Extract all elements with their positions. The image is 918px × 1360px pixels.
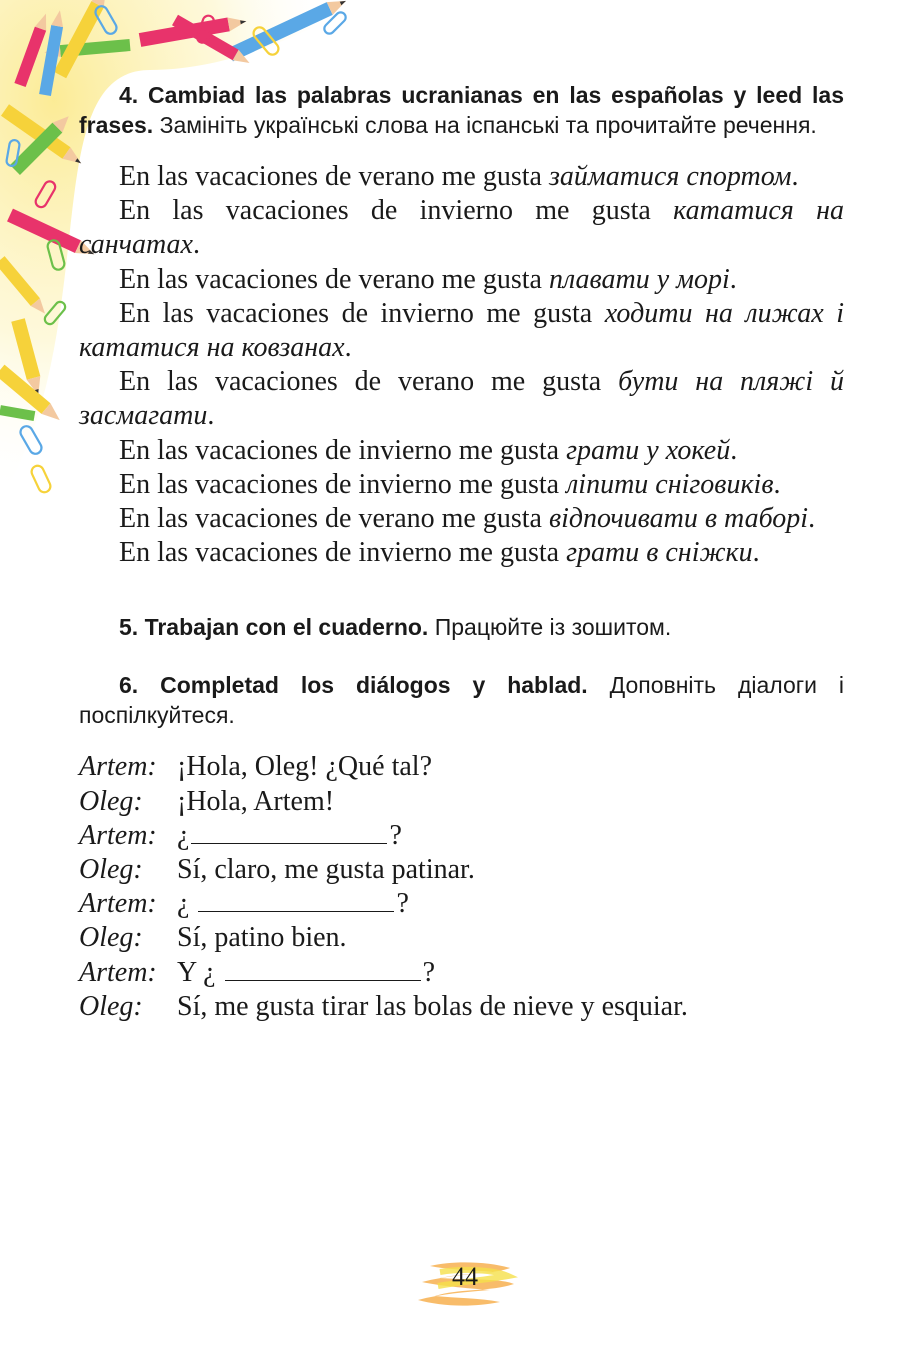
speaker-name: Artem: bbox=[79, 956, 157, 988]
dialog-line: Artem: ¡Hola, Oleg! ¿Qué tal? bbox=[79, 750, 844, 784]
answer-blank[interactable] bbox=[225, 956, 421, 981]
sentence-item: En las vacaciones de invierno me gusta кататися на санчатах. bbox=[79, 195, 844, 261]
task-4-instruction bbox=[79, 80, 844, 140]
dialog-line: Oleg: Sí, me gusta tirar las bolas de nieve y esquiar. bbox=[79, 990, 844, 1024]
sentence-item: En las vacaciones de verano me gusta плавати у морі. bbox=[119, 263, 737, 295]
speaker-name: Artem: bbox=[79, 819, 157, 851]
sentence-item: En las vacaciones de verano me gusta відпочивати в таборі. bbox=[119, 503, 816, 535]
page-content bbox=[79, 80, 844, 1024]
task-number: 4. bbox=[119, 82, 139, 108]
sentence-item: En las vacaciones de invierno me gusta ліпити сніговиків. bbox=[119, 468, 781, 500]
task-title-ua: Замініть українські слова на іспанські та прочитайте речення. bbox=[159, 112, 817, 138]
task-number: 5. bbox=[119, 614, 139, 641]
dialog-line: Oleg: ¡Hola, Artem! bbox=[79, 785, 844, 819]
answer-blank[interactable] bbox=[198, 887, 394, 912]
speaker-name: Artem: bbox=[79, 888, 157, 920]
speaker-name: Oleg: bbox=[79, 922, 143, 954]
dialog-line: Oleg: Sí, claro, me gusta patinar. bbox=[79, 853, 844, 887]
dialog-line: Oleg: Sí, patino bien. bbox=[79, 921, 844, 955]
dialog-line: Artem: ¿ ? bbox=[79, 887, 844, 921]
speaker-name: Artem: bbox=[79, 751, 157, 783]
sentence-item: En las vacaciones de invierno me gusta грати у хокей. bbox=[119, 434, 738, 466]
sentence-item: En las vacaciones de verano me gusta займатися спортом. bbox=[119, 161, 799, 192]
task-title-ua: Доповніть діалоги і поспілкуйтеся. bbox=[79, 672, 845, 729]
task-6-instruction bbox=[79, 670, 844, 730]
dialog-line: Artem: ¿ ? bbox=[79, 819, 844, 853]
sentence-item: En las vacaciones de verano me gusta бути на пляжі й засмагати. bbox=[79, 366, 844, 432]
task-title-ua: Працюйте із зошитом. bbox=[434, 614, 672, 641]
speaker-name: Oleg: bbox=[79, 854, 143, 886]
task-number: 6. bbox=[119, 672, 139, 699]
speaker-name: Oleg: bbox=[79, 990, 143, 1022]
sentence-item: En las vacaciones de invierno me gusta грати в сніжки. bbox=[119, 537, 760, 569]
sentence-item: En las vacaciones de invierno me gusta ходити на лижах і кататися на ковзанах. bbox=[79, 297, 844, 364]
speaker-name: Oleg: bbox=[79, 785, 143, 817]
sentence-list bbox=[79, 160, 844, 570]
page-number: 44 bbox=[410, 1252, 520, 1312]
task-5-instruction bbox=[79, 612, 844, 642]
dialog-line: Artem: Y ¿ ? bbox=[79, 956, 844, 990]
task-title-es: Completad los diálogos y hablad. bbox=[160, 672, 588, 699]
task-title-es: Cambiad las palabras ucranianas en las españolas y leed las frases. bbox=[79, 82, 845, 138]
task-title-es: Trabajan con el cuaderno. bbox=[144, 614, 429, 641]
answer-blank[interactable] bbox=[191, 819, 387, 844]
dialog bbox=[79, 750, 844, 1024]
